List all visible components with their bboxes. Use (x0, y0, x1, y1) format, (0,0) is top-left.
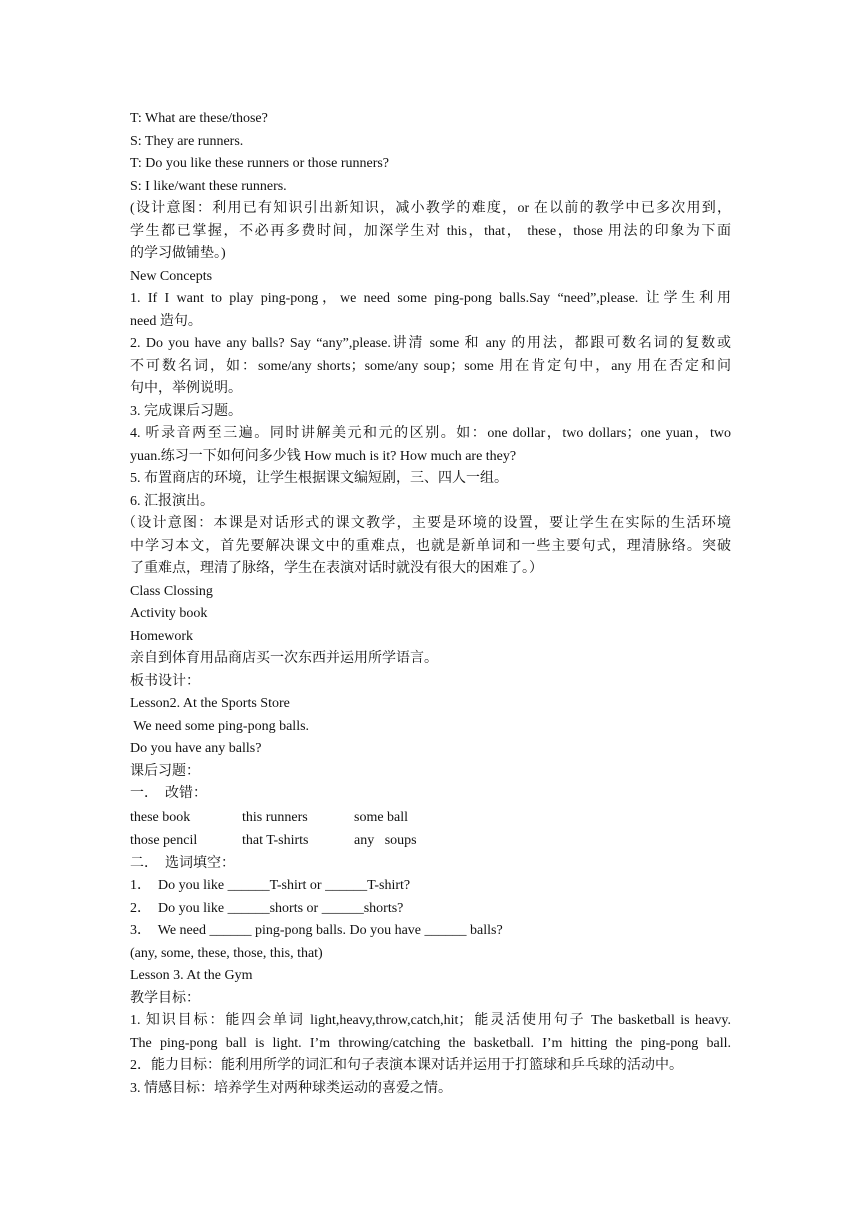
step-line: 6. 汇报演出。 (130, 493, 214, 509)
fill-blank-item: 1． Do you like ______T-shirt or ______T-shirt? (130, 878, 411, 893)
blackboard-line: Lesson2. At the Sports Store (130, 696, 290, 711)
section-heading: Homework (130, 628, 193, 644)
blackboard-line: We need some ping-pong balls. (130, 718, 310, 734)
correction-item: that T-shirts (242, 833, 309, 848)
step-line: 句中，举例说明。 (130, 381, 242, 396)
lesson-title: Lesson 3. At the Gym (130, 968, 253, 983)
step-line: yuan.练习一下如何问多少钱 How much is it? How much are they? (130, 448, 517, 464)
exercise-subheading: 二． 选词填空： (130, 855, 235, 871)
step-line: need 造句。 (130, 313, 202, 329)
step-line: 不可数名词，如：some/any shorts；some/any soup；some 用在肯定句中，any 用在否定和问 (130, 358, 731, 374)
objective-line: 2．能力目标：能利用所学的词汇和句子表演本课对话并运用于打篮球和乒乓球的活动中。 (130, 1058, 683, 1073)
correction-item: this runners (242, 809, 308, 825)
design-intent-line: 的学习做铺垫。) (130, 246, 226, 261)
correction-row (130, 806, 731, 830)
exercise-heading: 课后习题： (130, 763, 200, 779)
objective-line: 1. 知识目标：能四会单词 light,heavy,throw,catch,hit；能灵活使用句子 The basketball is heavy. (130, 1013, 731, 1028)
correction-item: some ball (354, 809, 409, 825)
step-line: 4. 听录音两至三遍。同时讲解美元和元的区别。如：one dollar，two dollars；one yuan，two (130, 426, 731, 441)
correction-item: these book (130, 809, 191, 825)
section-heading: New Concepts (130, 268, 213, 284)
design-intent-line: 了重难点，理清了脉络，学生在表演对话时就没有很大的困难了。） (130, 561, 543, 576)
fill-blank-item: 2． Do you like ______shorts or ______shorts? (130, 900, 404, 916)
document-page (122, 108, 731, 1100)
dialogue-line: S: I like/want these runners. (130, 178, 287, 194)
objective-line: 3. 情感目标：培养学生对两种球类运动的喜爱之情。 (130, 1080, 452, 1096)
dialogue-line: S: They are runners. (130, 133, 244, 149)
fill-blank-item: 3． We need ______ ping-pong balls. Do you have ______ balls? (130, 923, 503, 938)
blackboard-line: Do you have any balls? (130, 741, 262, 756)
design-intent-line: (设计意图：利用已有知识引出新知识，减小教学的难度，or 在以前的教学中已多次用到， (130, 201, 731, 216)
design-intent-line: 中学习本文，首先要解决课文中的重难点，也就是新单词和一些主要句式，理清脉络。突破 (130, 538, 731, 554)
word-bank: (any, some, these, those, this, that) (130, 945, 323, 961)
objectives-heading: 教学目标： (130, 990, 200, 1006)
section-heading: Class Clossing (130, 583, 213, 599)
homework-text: 亲自到体育用品商店买一次东西并运用所学语言。 (130, 651, 438, 666)
blackboard-heading: 板书设计： (130, 673, 200, 689)
dialogue-line: T: What are these/those? (130, 111, 268, 126)
section-heading: Activity book (130, 606, 208, 621)
step-line: 2. Do you have any balls? Say “any”,please.讲清 some 和 any 的用法，都跟可数名词的复数或 (130, 336, 731, 351)
step-line: 1. If I want to play ping-pong，we need some ping-pong balls.Say “need”,please. 让学生利用 (130, 291, 731, 306)
dialogue-line: T: Do you like these runners or those runners? (130, 156, 390, 171)
correction-item: any soups (354, 833, 417, 848)
design-intent-line: 学生都已掌握，不必再多费时间，加深学生对 this，that， these，those 用法的印象为下面 (130, 223, 731, 239)
objective-line: The ping-pong ball is light. I’m throwing/catching the basketball. I’m hitting the ping-pong ball. (130, 1035, 731, 1051)
correction-item: those pencil (130, 833, 198, 848)
design-intent-line: （设计意图：本课是对话形式的课文教学，主要是环境的设置，要让学生在实际的生活环境 (122, 516, 731, 531)
step-line: 5. 布置商店的环境，让学生根据课文编短剧，三、四人一组。 (130, 471, 508, 486)
exercise-subheading: 一． 改错： (130, 786, 207, 801)
correction-row (130, 829, 731, 853)
step-line: 3. 完成课后习题。 (130, 403, 242, 419)
